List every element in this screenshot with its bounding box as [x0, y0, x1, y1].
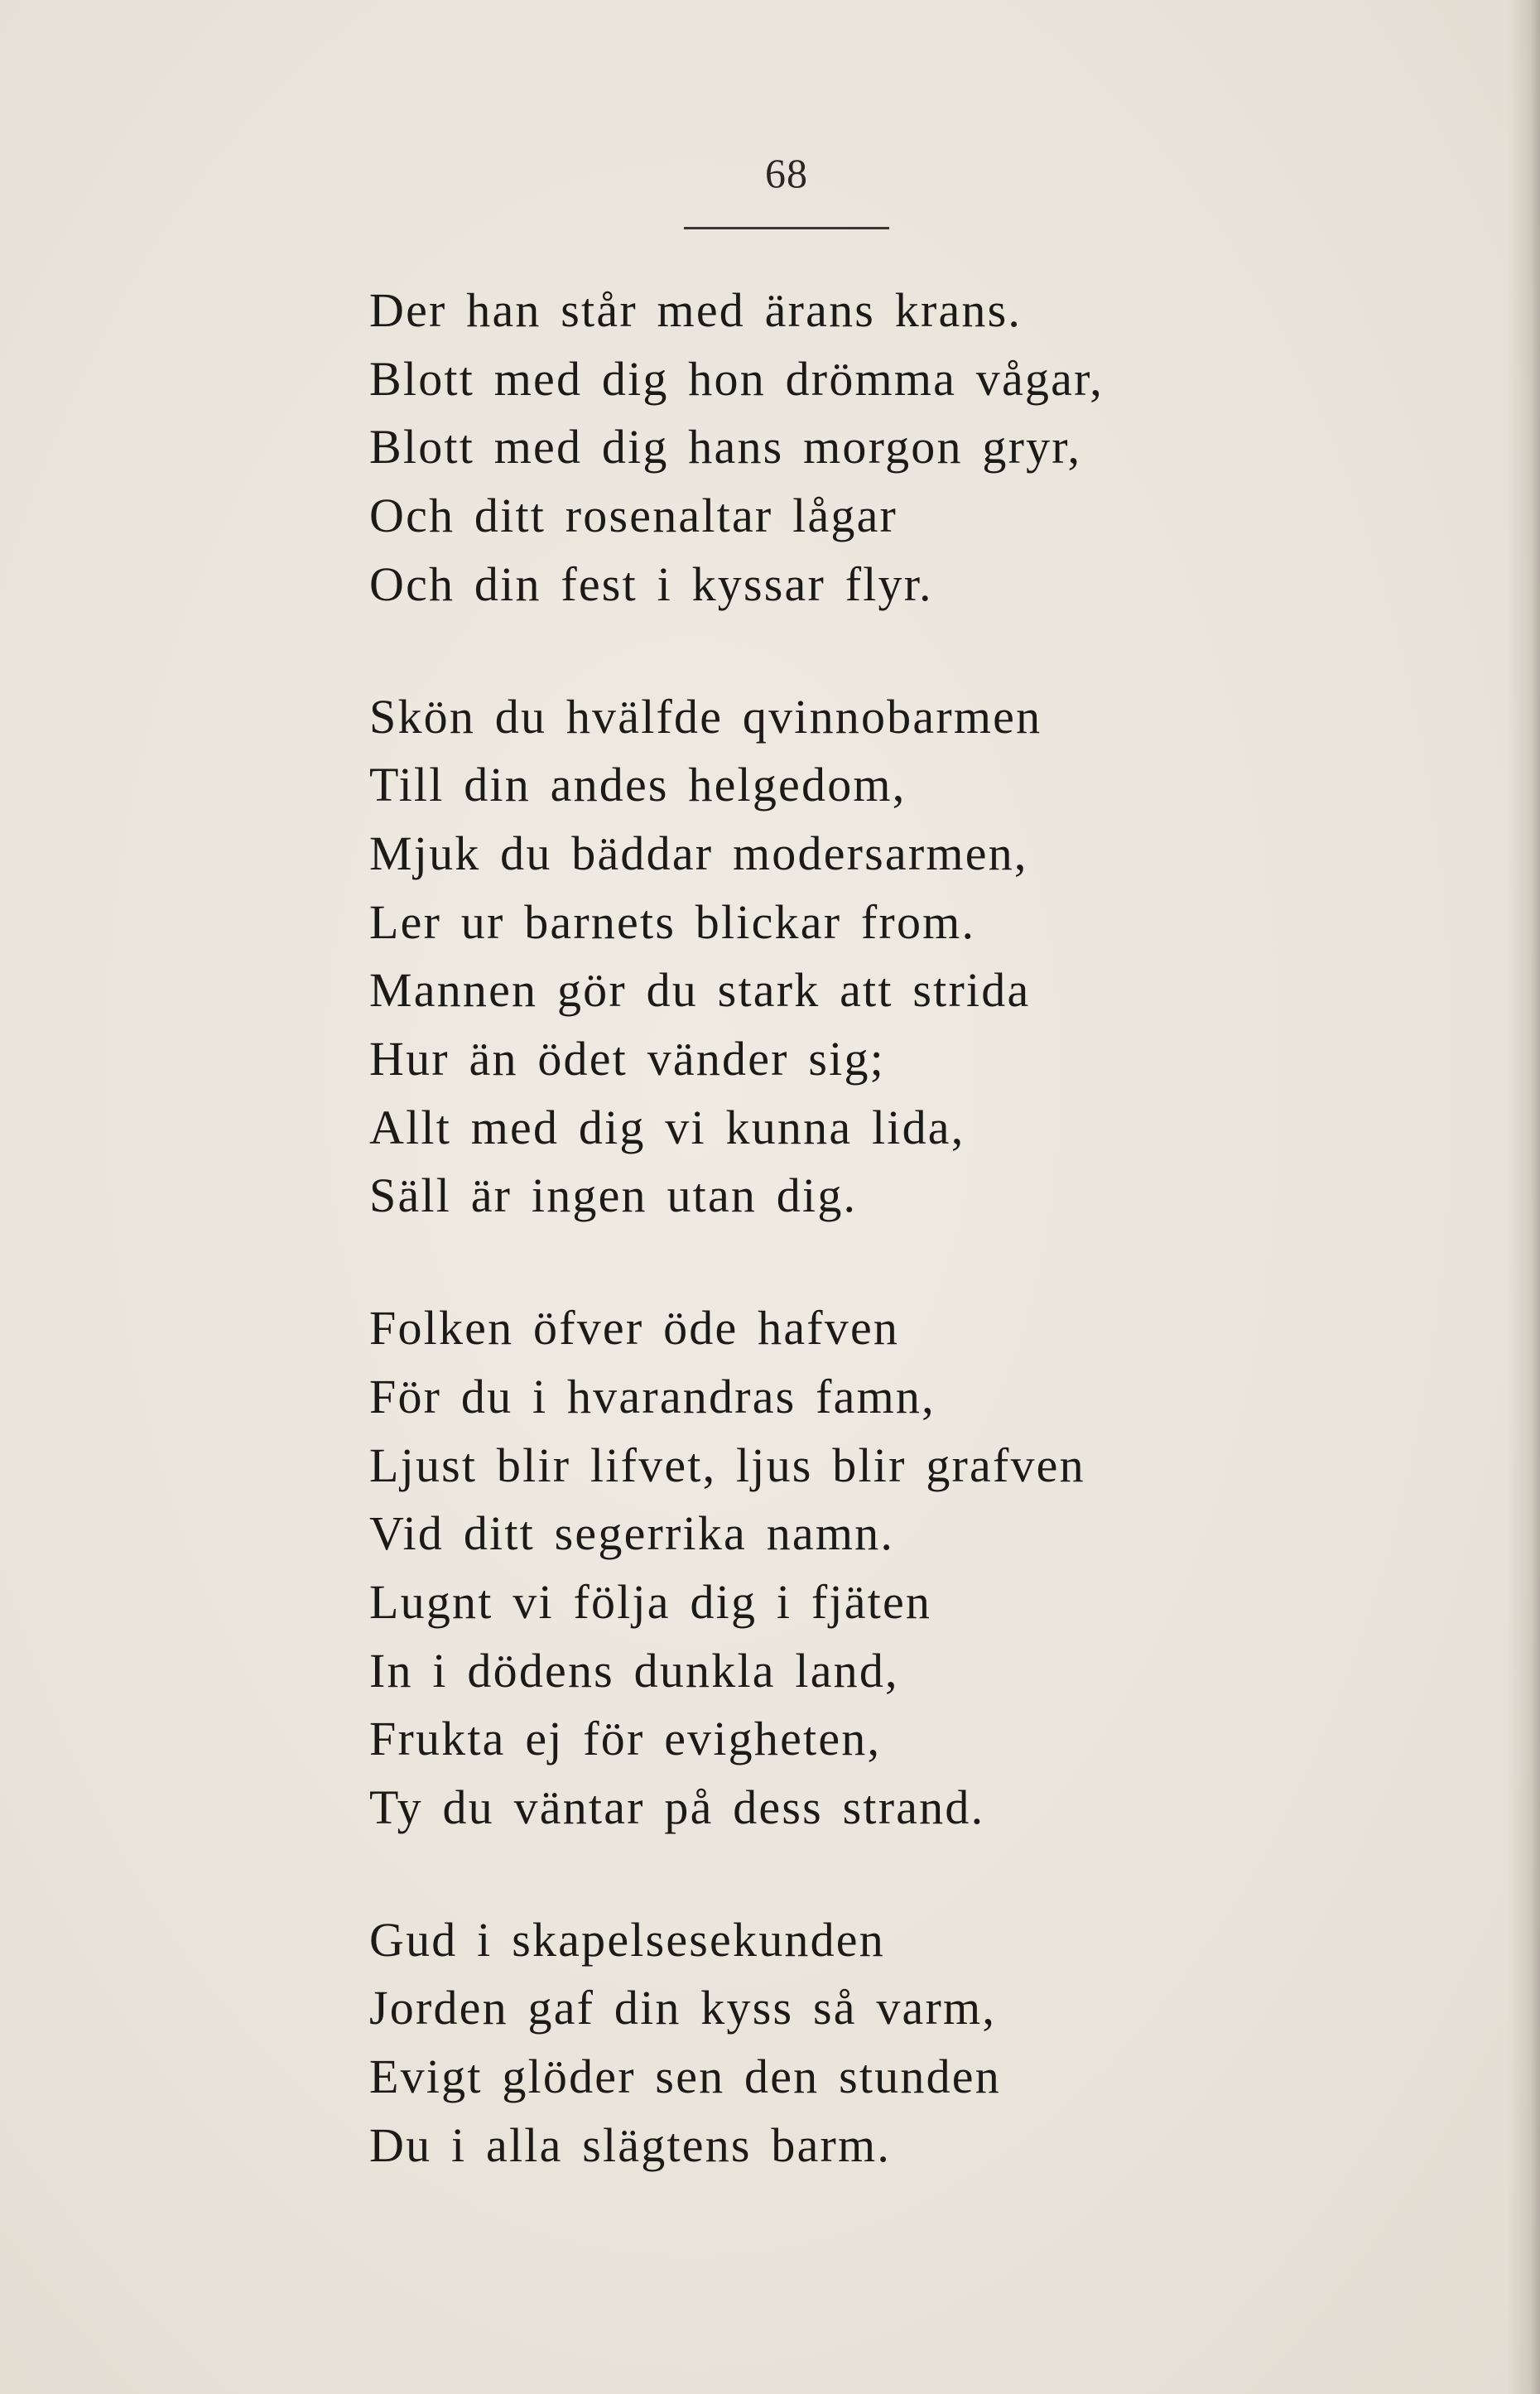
- page-edge-shadow: [1507, 0, 1540, 2394]
- poem-line: För du i hvarandras famn,: [369, 1369, 936, 1423]
- poem-line: Skön du hvälfde qvinnobarmen: [369, 689, 1042, 744]
- poem-line: Gud i skapelsesekunden: [369, 1912, 885, 1967]
- page-number: 68: [765, 150, 808, 196]
- poem-line: Säll är ingen utan dig.: [369, 1168, 858, 1223]
- poem-line: Mannen gör du stark att strida: [369, 963, 1031, 1018]
- poem-line: Mjuk du bäddar modersarmen,: [369, 826, 1028, 880]
- poem-line: Jorden gaf din kyss så varm,: [369, 1981, 997, 2035]
- poem-line: Blott med dig hon drömma vågar,: [369, 351, 1104, 406]
- poem-body: [369, 277, 1462, 2244]
- poem-line: Och ditt rosenaltar lågar: [369, 489, 898, 543]
- poem-line: Lugnt vi följa dig i fjäten: [369, 1574, 932, 1629]
- poem-line: Ty du väntar på dess strand.: [369, 1780, 985, 1835]
- stanza-1: [369, 277, 1462, 619]
- poem-line: Folken öfver öde hafven: [369, 1301, 900, 1356]
- poem-line: Du i alla slägtens barm.: [369, 2117, 892, 2172]
- stanza-4: [369, 1906, 1462, 2180]
- poem-line: Allt med dig vi kunna lida,: [369, 1100, 965, 1154]
- poem-line: Hur än ödet vänder sig;: [369, 1032, 886, 1086]
- poem-line: Blott med dig hans morgon gryr,: [369, 420, 1082, 474]
- header-rule: [684, 227, 889, 229]
- poem-line: Ler ur barnets blickar from.: [369, 894, 976, 949]
- poem-line: In i dödens dunkla land,: [369, 1643, 899, 1698]
- poem-line: Frukta ej för evigheten,: [369, 1712, 882, 1766]
- poem-line: Och din fest i kyssar flyr.: [369, 556, 933, 611]
- poem-line: Ljust blir lifvet, ljus blir grafven: [369, 1438, 1085, 1492]
- stanza-3: [369, 1294, 1462, 1842]
- stanza-2: [369, 683, 1462, 1231]
- poem-line: Der han står med ärans krans.: [369, 283, 1023, 337]
- poem-line: Evigt glöder sen den stunden: [369, 2050, 1001, 2104]
- poem-line: Till din andes helgedom,: [369, 758, 907, 812]
- poem-line: Vid ditt segerrika namn.: [369, 1506, 895, 1561]
